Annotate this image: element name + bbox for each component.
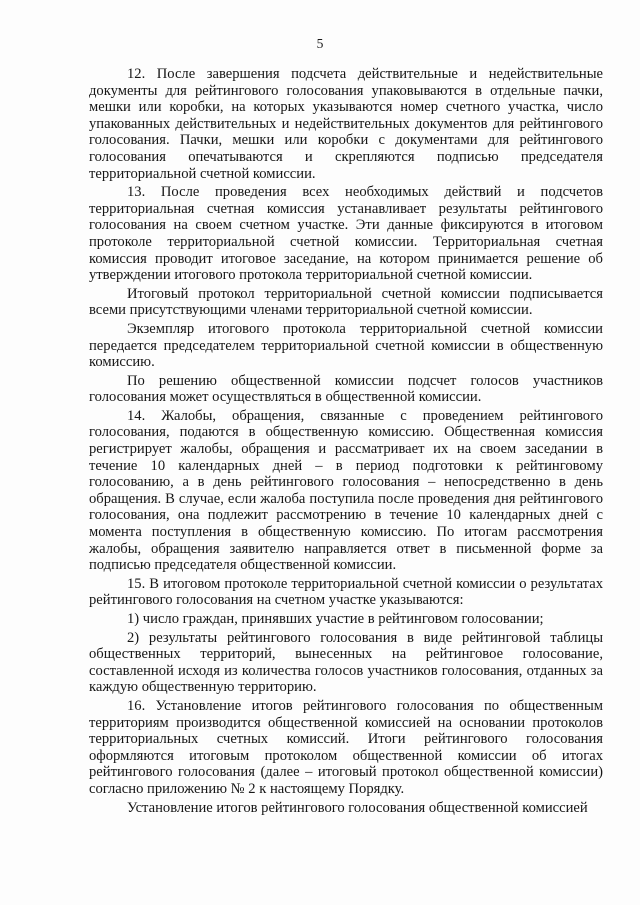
paragraph-15: 15. В итоговом протоколе территориальной счетной комиссии о результатах рейтингового голосования на счетном участке указываются: [89,575,603,609]
paragraph-final: Установление итогов рейтингового голосования общественной комиссией [127,799,588,816]
paragraph-16: 16. Установление итогов рейтингового голосования по общественным территориям производится общественной комиссией на основании протоколов территориальных счетных комиссий. Итоги рейтингового голосования оформляются итоговым протоколом общественной комиссии об итогах рейтингового голосования (далее – итоговый протокол общественной комиссии) согласно приложению № 2 к настоящему Порядку. [89,697,603,797]
paragraph-14: 14. Жалобы, обращения, связанные с проведением рейтингового голосования, подаются в общественную комиссию. Общественная комиссия регистрирует жалобы, обращения и рассматривает их на своем заседании в течение 10 календарных дней – в период подготовки к рейтинговому голосованию, а в день рейтингового голосования – непосредственно в день обращения. В случае, если жалоба поступила после проведения дня рейтингового голосования, она подлежит рассмотрению в течение 10 календарных дней с момента поступления в общественную комиссию. По итогам рассмотрения жалобы, обращения заявителю направляется ответ в письменной форме за подписью председателя общественной комиссии. [89,407,603,574]
list-item-2: 2) результаты рейтингового голосования в виде рейтинговой таблицы общественных территорий, вынесенных на рейтинговое голосование, составленной исходя из количества голосов участников голосования, отданных за каждую общественную территорию. [89,629,603,696]
document-body [89,66,603,816]
paragraph-protocol-copy: Экземпляр итогового протокола территориальной счетной комиссии передается председателем территориальной счетной комиссии в общественную комиссию. [89,320,603,371]
list-item-1: 1) число граждан, принявших участие в рейтинговом голосовании; [127,611,544,627]
paragraph-protocol-signing: Итоговый протокол территориальной счетной комиссии подписывается всеми присутствующими членами территориальной счетной комиссии. [89,285,603,319]
paragraph-13: 13. После проведения всех необходимых действий и подсчетов территориальная счетная комиссия устанавливает результаты рейтингового голосования на своем счетном участке. Эти данные фиксируются в итоговом протоколе территориальной счетной комиссии. Территориальная счетная комиссия проводит итоговое заседание, на котором принимается решение об утверждении итогового протокола территориальной счетной комиссии. [89,184,603,284]
paragraph-vote-count: По решению общественной комиссии подсчет голосов участников голосования может осуществляться в общественной комиссии. [89,372,603,406]
paragraph-12: 12. После завершения подсчета действительные и недействительные документы для рейтингового голосования упаковываются в отдельные пачки, мешки или коробки, на которых указываются номер счетного участка, число упакованных действительных и недействительных документов для рейтингового голосования. Пачки, мешки или коробки с документами для рейтингового голосования опечатываются и скрепляются подписью председателя территориальной счетной комиссии. [89,66,603,182]
page-number: 5 [316,36,324,51]
